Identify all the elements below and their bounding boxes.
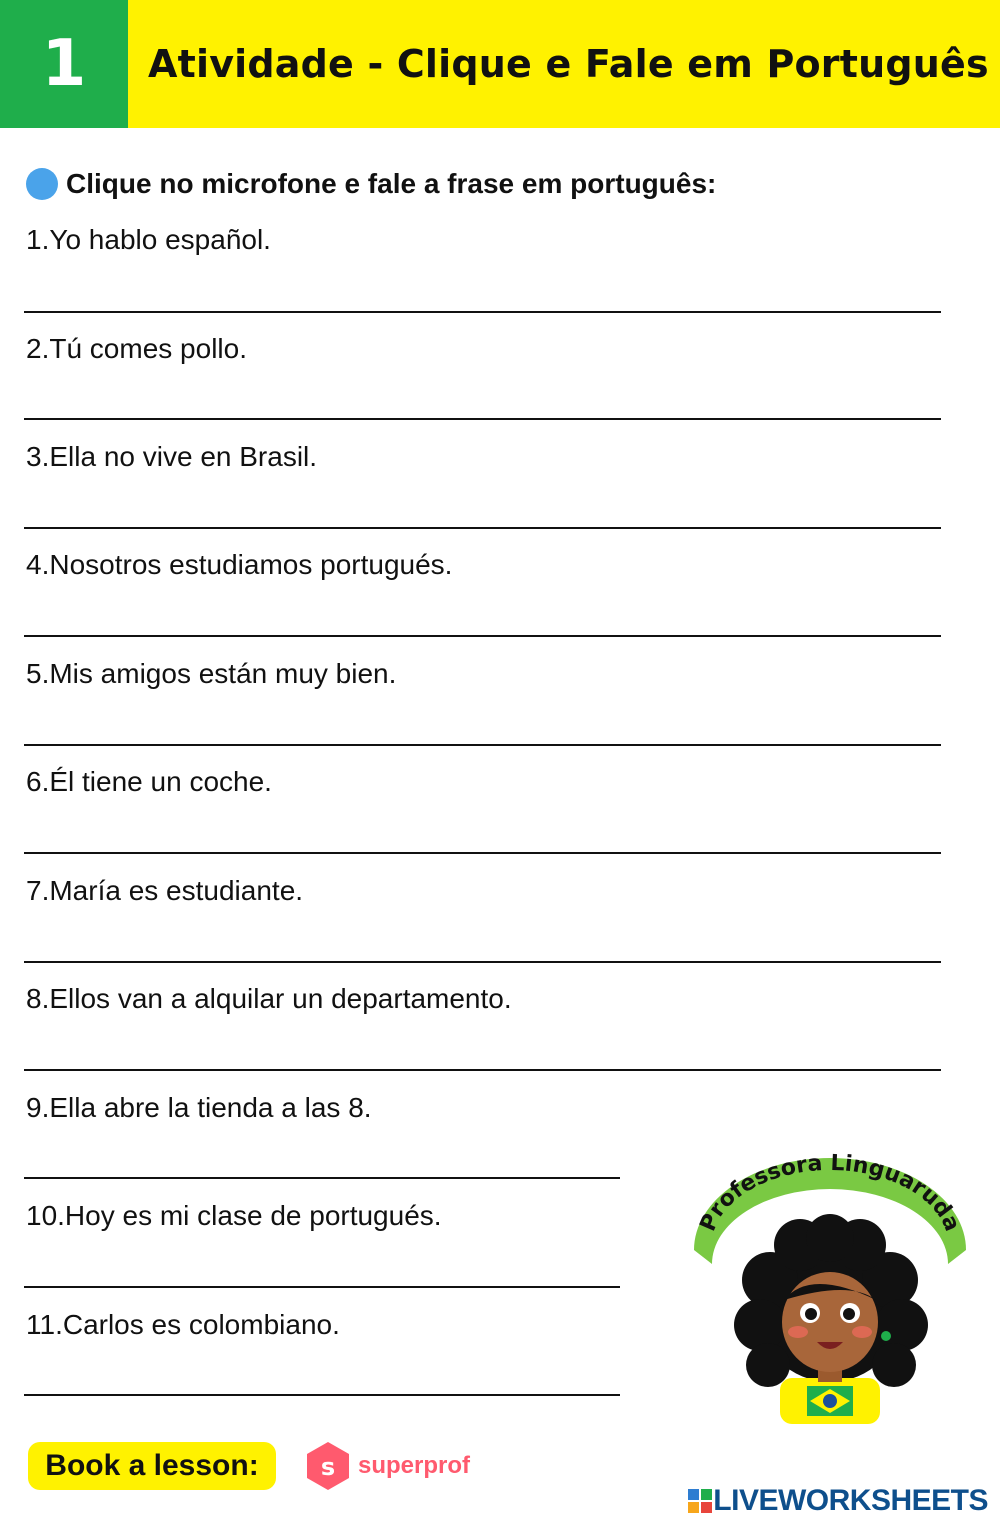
superprof-icon — [304, 1440, 352, 1492]
teacher-avatar-icon — [680, 1150, 980, 1430]
answer-line[interactable] — [24, 1394, 620, 1396]
instruction-text: Clique no microfone e fale a frase em português: — [66, 168, 717, 199]
answer-line[interactable] — [24, 961, 941, 963]
professora-logo — [680, 1150, 980, 1430]
liveworksheets-icon — [687, 1488, 713, 1514]
liveworksheets-logo — [687, 1484, 988, 1518]
instruction — [26, 168, 716, 200]
activity-number: 1 — [0, 0, 128, 128]
answer-line[interactable] — [24, 311, 941, 313]
book-lesson-label: Book a lesson: — [45, 1449, 259, 1482]
sentence-item: 2.Tú comes pollo. — [26, 333, 247, 364]
answer-line[interactable] — [24, 527, 941, 529]
sentence-item: 9.Ella abre la tienda a las 8. — [26, 1092, 372, 1123]
sentence-item: 3.Ella no vive en Brasil. — [26, 441, 318, 472]
superprof-label: superprof — [358, 1452, 471, 1479]
page-title: Atividade - Clique e Fale em Português — [148, 42, 989, 86]
sentence-item: 11.Carlos es colombiano. — [26, 1309, 340, 1340]
sentence-item: 6.Él tiene un coche. — [26, 766, 272, 797]
bullet-dot-icon — [26, 168, 58, 200]
svg-text:s: s — [320, 1453, 336, 1481]
answer-line[interactable] — [24, 1286, 620, 1288]
book-lesson-button[interactable] — [28, 1442, 276, 1490]
sentence-item: 5.Mis amigos están muy bien. — [26, 658, 397, 689]
answer-line[interactable] — [24, 418, 941, 420]
sentence-item: 4.Nosotros estudiamos portugués. — [26, 549, 453, 580]
answer-line[interactable] — [24, 1069, 941, 1071]
answer-line[interactable] — [24, 744, 941, 746]
answer-line[interactable] — [24, 852, 941, 854]
answer-line[interactable] — [24, 635, 941, 637]
logo-arc-text: Professora Linguaruda — [695, 1150, 965, 1235]
liveworksheets-label: LIVEWORKSHEETS — [713, 1484, 988, 1517]
sentence-item: 10.Hoy es mi clase de portugués. — [26, 1200, 442, 1231]
sentence-item: 8.Ellos van a alquilar un departamento. — [26, 983, 512, 1014]
header-banner — [0, 0, 1000, 128]
superprof-logo[interactable] — [304, 1440, 470, 1492]
answer-line[interactable] — [24, 1177, 620, 1179]
sentence-item: 7.María es estudiante. — [26, 875, 304, 906]
sentence-item: 1.Yo hablo español. — [26, 224, 271, 255]
